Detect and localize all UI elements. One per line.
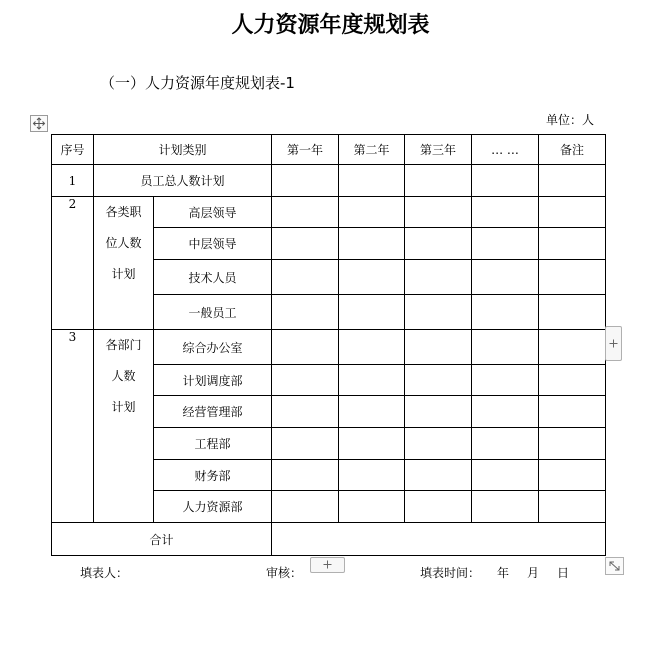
value-cell[interactable] [339, 491, 405, 523]
remark-cell[interactable] [539, 295, 606, 330]
month-label: 月 [527, 566, 540, 580]
value-cell[interactable] [405, 396, 472, 428]
value-cell[interactable] [405, 165, 472, 197]
hr-plan-table [51, 134, 606, 556]
value-cell[interactable] [339, 260, 405, 295]
resize-diagonal-icon [606, 558, 623, 574]
year-label: 年 [497, 566, 510, 580]
value-cell[interactable] [405, 365, 472, 396]
group-label-line: 各类职 [105, 205, 142, 219]
subcategory-cell[interactable]: 中层领导 [154, 228, 272, 260]
subcategory-cell[interactable]: 高层领导 [154, 197, 272, 228]
value-cell[interactable] [405, 197, 472, 228]
value-cell[interactable] [405, 228, 472, 260]
header-category[interactable]: 计划类别 [94, 135, 272, 165]
value-cell[interactable] [339, 460, 405, 491]
total-label-cell[interactable]: 合计 [52, 523, 272, 556]
value-cell[interactable] [472, 365, 539, 396]
group-label-line: 各部门 [105, 338, 142, 352]
group-label-line: 人数 [111, 369, 136, 383]
table-move-handle[interactable] [30, 115, 48, 132]
value-cell[interactable] [405, 260, 472, 295]
value-cell[interactable] [472, 428, 539, 460]
remark-cell[interactable] [539, 260, 606, 295]
value-cell[interactable] [472, 165, 539, 197]
subcategory-cell[interactable]: 经营管理部 [154, 396, 272, 428]
value-cell[interactable] [272, 428, 339, 460]
fill-date-label: 填表时间： [420, 566, 481, 580]
group-label-cell[interactable] [94, 197, 154, 330]
header-seq[interactable]: 序号 [52, 135, 94, 165]
value-cell[interactable] [339, 197, 405, 228]
filler-label: 填表人： [80, 566, 129, 580]
value-cell[interactable] [272, 295, 339, 330]
add-row-button[interactable] [605, 326, 622, 361]
value-cell[interactable] [405, 295, 472, 330]
remark-cell[interactable] [539, 365, 606, 396]
header-more-years[interactable]: … … [472, 135, 539, 165]
header-row [52, 135, 606, 165]
value-cell[interactable] [339, 165, 405, 197]
value-cell[interactable] [405, 460, 472, 491]
value-cell[interactable] [272, 228, 339, 260]
total-value-cell[interactable] [272, 523, 606, 556]
value-cell[interactable] [272, 165, 339, 197]
header-year-1[interactable]: 第一年 [272, 135, 339, 165]
subcategory-cell[interactable]: 人力资源部 [154, 491, 272, 523]
group-label-cell[interactable] [94, 330, 154, 523]
value-cell[interactable] [272, 396, 339, 428]
subcategory-cell[interactable]: 技术人员 [154, 260, 272, 295]
remark-cell[interactable] [539, 228, 606, 260]
value-cell[interactable] [405, 428, 472, 460]
header-year-2[interactable]: 第二年 [339, 135, 405, 165]
value-cell[interactable] [272, 330, 339, 365]
subcategory-cell[interactable]: 综合办公室 [154, 330, 272, 365]
value-cell[interactable] [472, 197, 539, 228]
remark-cell[interactable] [539, 197, 606, 228]
add-column-button[interactable] [310, 557, 345, 573]
value-cell[interactable] [272, 260, 339, 295]
group-label-line: 计划 [111, 400, 136, 414]
value-cell[interactable] [339, 396, 405, 428]
remark-cell[interactable] [539, 428, 606, 460]
remark-cell[interactable] [539, 165, 606, 197]
value-cell[interactable] [339, 365, 405, 396]
remark-cell[interactable] [539, 491, 606, 523]
seq-cell[interactable]: 1 [52, 165, 94, 197]
group-label-line: 计划 [111, 267, 136, 281]
value-cell[interactable] [472, 260, 539, 295]
value-cell[interactable] [472, 228, 539, 260]
table-row [52, 165, 606, 197]
category-cell[interactable]: 员工总人数计划 [94, 165, 272, 197]
value-cell[interactable] [272, 460, 339, 491]
subcategory-cell[interactable]: 一般员工 [154, 295, 272, 330]
value-cell[interactable] [472, 295, 539, 330]
subcategory-cell[interactable]: 财务部 [154, 460, 272, 491]
value-cell[interactable] [272, 197, 339, 228]
remark-cell[interactable] [539, 396, 606, 428]
remark-cell[interactable] [539, 460, 606, 491]
value-cell[interactable] [472, 330, 539, 365]
group-label-line: 位人数 [105, 236, 142, 250]
value-cell[interactable] [405, 491, 472, 523]
day-label: 日 [557, 566, 570, 580]
subcategory-cell[interactable]: 工程部 [154, 428, 272, 460]
value-cell[interactable] [272, 491, 339, 523]
seq-cell[interactable]: 2 [52, 197, 94, 330]
table-resize-handle[interactable] [605, 557, 624, 575]
value-cell[interactable] [339, 330, 405, 365]
remark-cell[interactable] [539, 330, 606, 365]
header-year-3[interactable]: 第三年 [405, 135, 472, 165]
value-cell[interactable] [272, 365, 339, 396]
value-cell[interactable] [472, 491, 539, 523]
document-title: 人力资源年度规划表 [231, 12, 430, 38]
seq-cell[interactable]: 3 [52, 330, 94, 523]
header-remarks[interactable]: 备注 [539, 135, 606, 165]
value-cell[interactable] [339, 428, 405, 460]
plus-icon [311, 558, 344, 572]
value-cell[interactable] [472, 460, 539, 491]
move-arrows-icon [31, 116, 47, 131]
table-row [52, 197, 606, 228]
value-cell[interactable] [339, 228, 405, 260]
value-cell[interactable] [339, 295, 405, 330]
reviewer-label: 审核： [266, 566, 303, 580]
subcategory-cell[interactable]: 计划调度部 [154, 365, 272, 396]
total-row [52, 523, 606, 556]
table-row [52, 330, 606, 365]
value-cell[interactable] [472, 396, 539, 428]
unit-label: 单位：人 [546, 113, 595, 127]
plus-icon [606, 327, 621, 360]
table-subtitle: （一）人力资源年度规划表-1 [100, 74, 295, 92]
value-cell[interactable] [405, 330, 472, 365]
